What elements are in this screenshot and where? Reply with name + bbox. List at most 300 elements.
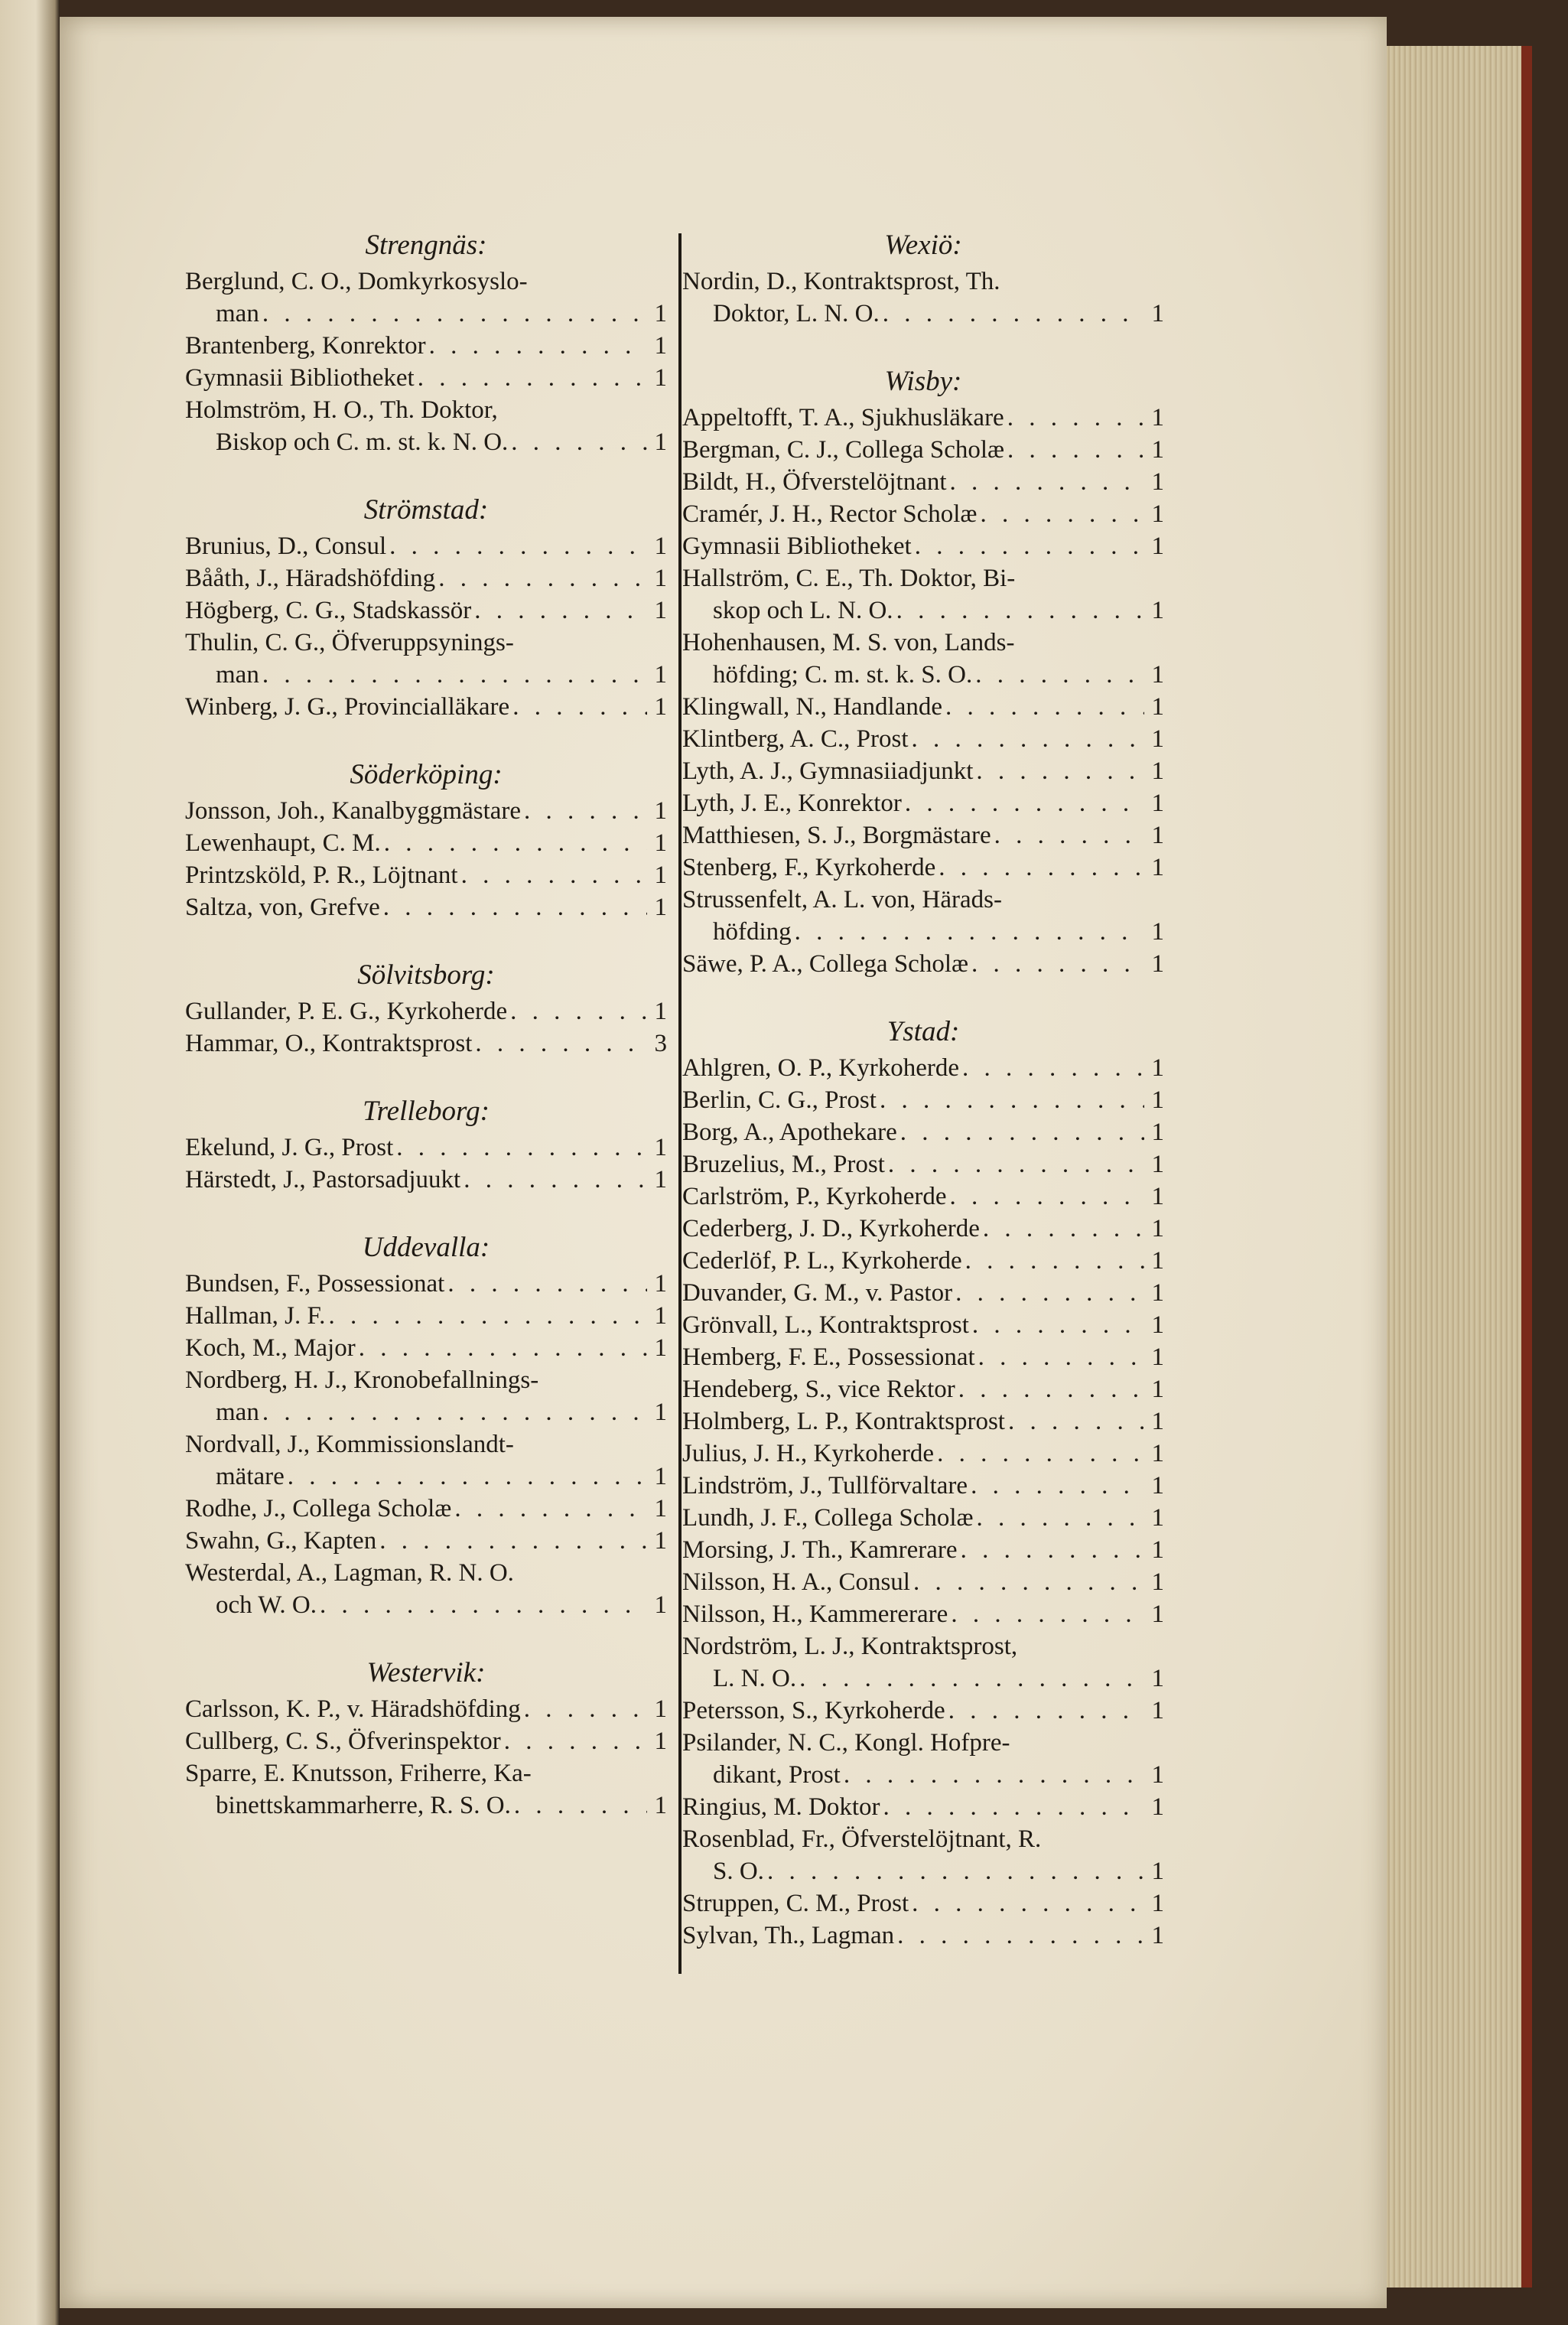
subscriber-name: Cederlöf, P. L., Kyrkoherde	[682, 1247, 962, 1275]
copy-count: 1	[654, 1727, 667, 1755]
subscriber-name: Saltza, von, Grefve	[185, 894, 380, 921]
leader-dots	[976, 755, 1144, 787]
subscriber-name: Ringius, M. Doktor	[682, 1793, 880, 1821]
right-column	[682, 226, 1164, 1952]
copy-count: 1	[1151, 1697, 1164, 1724]
leader-dots	[512, 691, 647, 723]
subscriber-entry	[185, 691, 667, 723]
copy-count: 1	[654, 428, 667, 456]
subscriber-entry	[185, 627, 667, 691]
leader-dots	[905, 787, 1144, 819]
copy-count: 1	[654, 797, 667, 825]
subscriber-entry	[682, 1727, 1164, 1791]
subscriber-name: Lyth, A. J., Gymnasiiadjunkt	[682, 757, 974, 785]
subscriber-name: Bååth, J., Häradshöfding	[185, 565, 436, 592]
leader-dots	[1008, 1405, 1144, 1438]
leader-dots	[897, 1920, 1144, 1952]
facing-page-edge	[0, 0, 60, 2325]
subscriber-name: Stenberg, F., Kyrkoherde	[682, 854, 936, 881]
copy-count: 1	[1151, 790, 1164, 817]
leader-dots	[977, 1502, 1144, 1534]
subscriber-name-continued	[682, 298, 1164, 330]
subscriber-entry	[185, 1332, 667, 1364]
town-heading: Trelleborg:	[363, 1096, 490, 1127]
town-section	[682, 362, 1164, 980]
subscriber-name: Holmberg, L. P., Kontraktsprost	[682, 1408, 1005, 1435]
subscriber-entry	[682, 1309, 1164, 1341]
town-section	[185, 1228, 667, 1621]
subscriber-name: Borg, A., Apothekare	[682, 1119, 897, 1146]
leader-dots	[262, 298, 647, 330]
subscriber-entry	[185, 1132, 667, 1164]
subscriber-name-continued	[682, 1855, 1164, 1887]
leader-dots	[900, 1116, 1144, 1148]
subscriber-name: Hendeberg, S., vice Rektor	[682, 1376, 955, 1403]
subscriber-name-continued	[682, 659, 1164, 691]
subscriber-name: Koch, M., Major	[185, 1334, 356, 1362]
subscriber-entry	[682, 1534, 1164, 1566]
leader-dots	[384, 827, 647, 859]
subscriber-entry	[185, 1164, 667, 1196]
leader-dots	[980, 498, 1144, 530]
copy-count: 1	[1151, 1183, 1164, 1210]
copy-count: 1	[1151, 1504, 1164, 1532]
subscriber-name: Appeltofft, T. A., Sjukhusläkare	[682, 404, 1004, 431]
town-section	[185, 1092, 667, 1196]
subscriber-name: Cramér, J. H., Rector Scholæ	[682, 500, 978, 528]
subscriber-name-line2: och W. O.	[216, 1591, 317, 1619]
subscriber-name: Härstedt, J., Pastorsadjuukt	[185, 1166, 461, 1193]
subscriber-entry	[185, 594, 667, 627]
subscriber-name: Carlström, P., Kyrkoherde	[682, 1183, 947, 1210]
copy-count: 1	[1151, 468, 1164, 496]
copy-count: 1	[1151, 1440, 1164, 1467]
copy-count: 1	[1151, 1472, 1164, 1500]
subscriber-name: Bruzelius, M., Prost	[682, 1151, 885, 1178]
subscriber-name: Holmström, H. O., Th. Doktor,	[185, 396, 498, 424]
subscriber-entry	[682, 1920, 1164, 1952]
leader-dots	[464, 1164, 647, 1196]
subscriber-name-line2: skop och L. N. O.	[713, 597, 893, 624]
subscriber-entry	[185, 995, 667, 1027]
subscriber-name: Julius, J. H., Kyrkoherde	[682, 1440, 935, 1467]
subscriber-name: Matthiesen, S. J., Borgmästare	[682, 822, 991, 849]
copy-count: 1	[1151, 1665, 1164, 1692]
copy-count: 3	[654, 1030, 667, 1057]
subscriber-name-continued	[682, 1662, 1164, 1695]
subscriber-name: Winberg, J. G., Provincialläkare	[185, 693, 510, 721]
subscriber-name-continued	[185, 1396, 667, 1428]
subscriber-entry	[185, 1027, 667, 1060]
copy-count: 1	[1151, 300, 1164, 327]
subscriber-entry	[682, 434, 1164, 466]
leader-dots	[1007, 402, 1144, 434]
subscriber-name-line2: S. O.	[713, 1858, 764, 1885]
subscriber-name: Rodhe, J., Collega Scholæ	[185, 1495, 452, 1522]
subscriber-name: Cederberg, J. D., Kyrkoherde	[682, 1215, 980, 1242]
town-section	[185, 755, 667, 923]
leader-dots	[418, 362, 647, 394]
subscriber-entry	[682, 948, 1164, 980]
subscriber-name: Lindström, J., Tullförvaltare	[682, 1472, 968, 1500]
subscriber-name: Nordström, L. J., Kontraktsprost,	[682, 1633, 1018, 1660]
subscriber-name-continued	[682, 916, 1164, 948]
subscriber-name-continued	[185, 298, 667, 330]
leader-dots	[511, 426, 647, 458]
town-section	[682, 1012, 1164, 1952]
copy-count: 1	[1151, 500, 1164, 528]
copy-count: 1	[1151, 693, 1164, 721]
subscriber-name-continued	[682, 1759, 1164, 1791]
leader-dots	[1007, 434, 1144, 466]
subscriber-entry	[682, 1148, 1164, 1180]
leader-dots	[438, 562, 647, 594]
leader-dots	[913, 1566, 1144, 1598]
copy-count: 1	[1151, 1054, 1164, 1082]
copy-count: 1	[1151, 1151, 1164, 1178]
leader-dots	[971, 1470, 1144, 1502]
leader-dots	[994, 819, 1144, 852]
copy-count: 1	[654, 1527, 667, 1555]
subscriber-entry	[682, 1502, 1164, 1534]
subscriber-name-continued	[185, 659, 667, 691]
subscriber-entry	[682, 723, 1164, 755]
copy-count: 1	[654, 1302, 667, 1330]
subscriber-name: Hohenhausen, M. S. von, Lands-	[682, 629, 1015, 656]
leader-dots	[524, 1693, 647, 1725]
subscriber-entry	[682, 1405, 1164, 1438]
leader-dots	[320, 1589, 647, 1621]
subscriber-name: Klintberg, A. C., Prost	[682, 725, 909, 753]
leader-dots	[799, 1662, 1144, 1695]
copy-count: 1	[654, 1134, 667, 1161]
leader-dots	[844, 1759, 1144, 1791]
subscriber-name: Högberg, C. G., Stadskassör	[185, 597, 472, 624]
copy-count: 1	[654, 300, 667, 327]
leader-dots	[888, 1148, 1144, 1180]
town-section	[682, 226, 1164, 330]
town-heading: Söderköping:	[350, 759, 503, 790]
subscriber-name: Hammar, O., Kontraktsprost	[185, 1030, 473, 1057]
copy-count: 1	[654, 1166, 667, 1193]
subscriber-name-continued	[185, 1789, 667, 1822]
leader-dots	[389, 530, 647, 562]
subscriber-entry	[682, 1823, 1164, 1887]
subscriber-entry	[185, 891, 667, 923]
leader-dots	[379, 1525, 647, 1557]
subscriber-entry	[682, 402, 1164, 434]
copy-count: 1	[654, 861, 667, 889]
copy-count: 1	[1151, 854, 1164, 881]
subscriber-entry	[682, 755, 1164, 787]
subscriber-name-line2: höfding; C. m. st. k. S. O.	[713, 661, 973, 689]
copy-count: 1	[654, 693, 667, 721]
subscriber-name: Gullander, P. E. G., Kyrkoherde	[185, 998, 508, 1025]
subscriber-entry	[185, 1525, 667, 1557]
subscriber-entry	[682, 1373, 1164, 1405]
subscriber-name-line2: man	[216, 661, 259, 689]
copy-count: 1	[1151, 1311, 1164, 1339]
subscriber-entry	[682, 1277, 1164, 1309]
leader-dots	[795, 916, 1144, 948]
subscriber-name: Gymnasii Bibliotheket	[185, 364, 415, 392]
copy-count: 1	[654, 597, 667, 624]
leader-dots	[262, 659, 647, 691]
town-section	[185, 1653, 667, 1822]
subscriber-entry	[185, 795, 667, 827]
subscriber-entry	[682, 466, 1164, 498]
leader-dots	[524, 795, 647, 827]
copy-count: 1	[1151, 1922, 1164, 1949]
subscriber-entry	[682, 1180, 1164, 1213]
subscriber-entry	[682, 1598, 1164, 1630]
subscriber-name-continued	[185, 1589, 667, 1621]
subscriber-entry	[185, 394, 667, 458]
subscriber-entry	[185, 1428, 667, 1493]
subscriber-name-line2: man	[216, 300, 259, 327]
leader-dots	[510, 995, 647, 1027]
leader-dots	[396, 1132, 647, 1164]
copy-count: 1	[654, 332, 667, 360]
town-heading: Wisby:	[884, 366, 962, 397]
subscriber-entry	[185, 859, 667, 891]
subscriber-name: Brunius, D., Consul	[185, 532, 387, 560]
subscriber-name-line2: Biskop och C. m. st. k. N. O.	[216, 428, 509, 456]
subscriber-name: Berlin, C. G., Prost	[682, 1086, 877, 1114]
copy-count: 1	[1151, 950, 1164, 978]
leader-dots	[454, 1493, 647, 1525]
subscriber-name: Nordberg, H. J., Kronobefallnings-	[185, 1366, 539, 1394]
leader-dots	[948, 1695, 1144, 1727]
subscriber-name: Hemberg, F. E., Possessionat	[682, 1343, 975, 1371]
copy-count: 1	[1151, 822, 1164, 849]
subscriber-entry	[682, 1245, 1164, 1277]
subscriber-entry	[682, 1695, 1164, 1727]
leader-dots	[972, 1309, 1144, 1341]
subscriber-entry	[682, 530, 1164, 562]
town-section	[185, 956, 667, 1060]
subscriber-entry	[185, 362, 667, 394]
copy-count: 1	[1151, 1119, 1164, 1146]
subscriber-entry	[185, 1557, 667, 1621]
subscriber-name: Westerdal, A., Lagman, R. N. O.	[185, 1559, 514, 1587]
leader-dots	[514, 1789, 647, 1822]
subscriber-entry	[185, 265, 667, 330]
town-heading: Westervik:	[366, 1657, 486, 1688]
leader-dots	[883, 298, 1144, 330]
subscriber-entry	[185, 1725, 667, 1757]
copy-count: 1	[654, 1270, 667, 1298]
leader-dots	[958, 1373, 1144, 1405]
subscriber-entry	[682, 562, 1164, 627]
leader-dots	[328, 1300, 647, 1332]
subscriber-entry	[682, 1630, 1164, 1695]
subscriber-name-continued	[185, 426, 667, 458]
subscriber-entry	[185, 530, 667, 562]
copy-count: 1	[1151, 1215, 1164, 1242]
copy-count: 1	[654, 1399, 667, 1426]
subscriber-entry	[682, 1470, 1164, 1502]
leader-dots	[951, 1598, 1144, 1630]
subscriber-name: Sylvan, Th., Lagman	[682, 1922, 895, 1949]
subscriber-name: Lyth, J. E., Konrektor	[682, 790, 902, 817]
subscriber-name: Nordin, D., Kontraktsprost, Th.	[682, 268, 1000, 295]
town-section	[185, 490, 667, 723]
subscriber-name: Hallström, C. E., Th. Doktor, Bi-	[682, 565, 1016, 592]
leader-dots	[475, 1027, 647, 1060]
subscriber-name: Ekelund, J. G., Prost	[185, 1134, 394, 1161]
copy-count: 1	[654, 894, 667, 921]
subscriber-entry	[682, 1341, 1164, 1373]
copy-count: 1	[1151, 1343, 1164, 1371]
subscriber-entry	[682, 1438, 1164, 1470]
subscriber-entry	[185, 330, 667, 362]
copy-count: 1	[1151, 1247, 1164, 1275]
subscriber-name: Brantenberg, Konrektor	[185, 332, 426, 360]
subscriber-name: Bergman, C. J., Collega Scholæ	[682, 436, 1005, 464]
subscriber-name-line2: mätare	[216, 1463, 285, 1490]
subscriber-name: Lewenhaupt, C. M.	[185, 829, 381, 857]
copy-count: 1	[1151, 1890, 1164, 1917]
subscriber-name: Swahn, G., Kapten	[185, 1527, 377, 1555]
leader-dots	[383, 891, 647, 923]
leader-dots	[983, 1213, 1144, 1245]
subscriber-name-line2: Doktor, L. N. O.	[713, 300, 880, 327]
leader-dots	[912, 1887, 1144, 1920]
subscriber-name: Sparre, E. Knutsson, Friherre, Ka-	[185, 1760, 532, 1787]
copy-count: 1	[1151, 725, 1164, 753]
copy-count: 1	[654, 998, 667, 1025]
copy-count: 1	[654, 661, 667, 689]
subscriber-name: Bundsen, F., Possessionat	[185, 1270, 445, 1298]
subscriber-entry	[185, 1268, 667, 1300]
subscriber-name-line2: L. N. O.	[713, 1665, 797, 1692]
leader-dots	[950, 1180, 1144, 1213]
left-column	[185, 226, 667, 1822]
copy-count: 1	[654, 1695, 667, 1723]
subscriber-entry	[185, 1364, 667, 1428]
subscriber-name: Säwe, P. A., Collega Scholæ	[682, 950, 969, 978]
subscriber-entry	[682, 819, 1164, 852]
subscriber-entry	[682, 1791, 1164, 1823]
copy-count: 1	[1151, 757, 1164, 785]
subscriber-name: Strussenfelt, A. L. von, Härads-	[682, 886, 1002, 913]
leader-dots	[950, 466, 1144, 498]
leader-dots	[945, 691, 1144, 723]
copy-count: 1	[1151, 404, 1164, 431]
page-block-edge	[1377, 46, 1521, 2288]
leader-dots	[767, 1855, 1144, 1887]
copy-count: 1	[654, 364, 667, 392]
subscriber-name: Bildt, H., Öfverstelöjtnant	[682, 468, 947, 496]
subscriber-entry	[682, 884, 1164, 948]
subscriber-entry	[185, 1300, 667, 1332]
leader-dots	[912, 723, 1144, 755]
leader-dots	[429, 330, 647, 362]
subscriber-name: Thulin, C. G., Öfveruppsynings-	[185, 629, 514, 656]
leader-dots	[447, 1268, 647, 1300]
leader-dots	[975, 659, 1144, 691]
copy-count: 1	[1151, 532, 1164, 560]
subscriber-name-line2: dikant, Prost	[713, 1761, 841, 1789]
subscriber-name: Printzsköld, P. R., Löjtnant	[185, 861, 458, 889]
leader-dots	[461, 859, 647, 891]
town-heading: Ystad:	[886, 1016, 960, 1047]
copy-count: 1	[1151, 1086, 1164, 1114]
copy-count: 1	[654, 1591, 667, 1619]
copy-count: 1	[1151, 1761, 1164, 1789]
subscriber-name: Morsing, J. Th., Kamrerare	[682, 1536, 958, 1564]
leader-dots	[962, 1052, 1144, 1084]
subscriber-entry	[185, 1493, 667, 1525]
subscriber-entry	[682, 1052, 1164, 1084]
town-heading: Uddevalla:	[362, 1232, 490, 1263]
leader-dots	[359, 1332, 647, 1364]
leader-dots	[474, 594, 647, 627]
copy-count: 1	[1151, 1279, 1164, 1307]
subscriber-entry	[682, 265, 1164, 330]
leader-dots	[955, 1277, 1144, 1309]
subscriber-name: Gymnasii Bibliotheket	[682, 532, 912, 560]
town-heading: Sölvitsborg:	[357, 959, 495, 991]
copy-count: 1	[1151, 1568, 1164, 1596]
copy-count: 1	[1151, 1376, 1164, 1403]
town-section	[185, 226, 667, 458]
leader-dots	[939, 852, 1144, 884]
subscriber-entry	[682, 852, 1164, 884]
subscriber-name: Klingwall, N., Handlande	[682, 693, 943, 721]
subscriber-entry	[682, 1213, 1164, 1245]
subscriber-entry	[682, 1566, 1164, 1598]
leader-dots	[883, 1791, 1144, 1823]
subscriber-entry	[682, 627, 1164, 691]
subscriber-name-line2: binettskammarherre, R. S. O.	[216, 1792, 511, 1819]
subscriber-name-line2: man	[216, 1399, 259, 1426]
leader-dots	[504, 1725, 647, 1757]
leader-dots	[961, 1534, 1144, 1566]
subscriber-name: Berglund, C. O., Domkyrkosyslo-	[185, 268, 528, 295]
subscriber-entry	[682, 787, 1164, 819]
subscriber-entry	[185, 1693, 667, 1725]
copy-count: 1	[654, 1334, 667, 1362]
copy-count: 1	[1151, 661, 1164, 689]
copy-count: 1	[654, 1463, 667, 1490]
subscriber-name: Ahlgren, O. P., Kyrkoherde	[682, 1054, 960, 1082]
leader-dots	[978, 1341, 1144, 1373]
leader-dots	[965, 1245, 1144, 1277]
subscriber-entry	[682, 498, 1164, 530]
subscriber-name-line2: höfding	[713, 918, 792, 946]
subscriber-name: Nilsson, H., Kammererare	[682, 1600, 948, 1628]
copy-count: 1	[1151, 918, 1164, 946]
copy-count: 1	[654, 1792, 667, 1819]
copy-count: 1	[654, 532, 667, 560]
leader-dots	[971, 948, 1144, 980]
subscriber-name: Psilander, N. C., Kongl. Hofpre-	[682, 1729, 1010, 1757]
copy-count: 1	[1151, 436, 1164, 464]
copy-count: 1	[1151, 1600, 1164, 1628]
subscriber-name: Petersson, S., Kyrkoherde	[682, 1697, 945, 1724]
subscriber-entry	[185, 827, 667, 859]
copy-count: 1	[654, 1495, 667, 1522]
copy-count: 1	[1151, 1858, 1164, 1885]
subscriber-name: Struppen, C. M., Prost	[682, 1890, 909, 1917]
town-heading: Wexiö:	[884, 230, 962, 261]
subscriber-name: Nilsson, H. A., Consul	[682, 1568, 910, 1596]
subscriber-entry	[682, 1084, 1164, 1116]
subscriber-name: Cullberg, C. S., Öfverinspektor	[185, 1727, 501, 1755]
leader-dots	[262, 1396, 647, 1428]
